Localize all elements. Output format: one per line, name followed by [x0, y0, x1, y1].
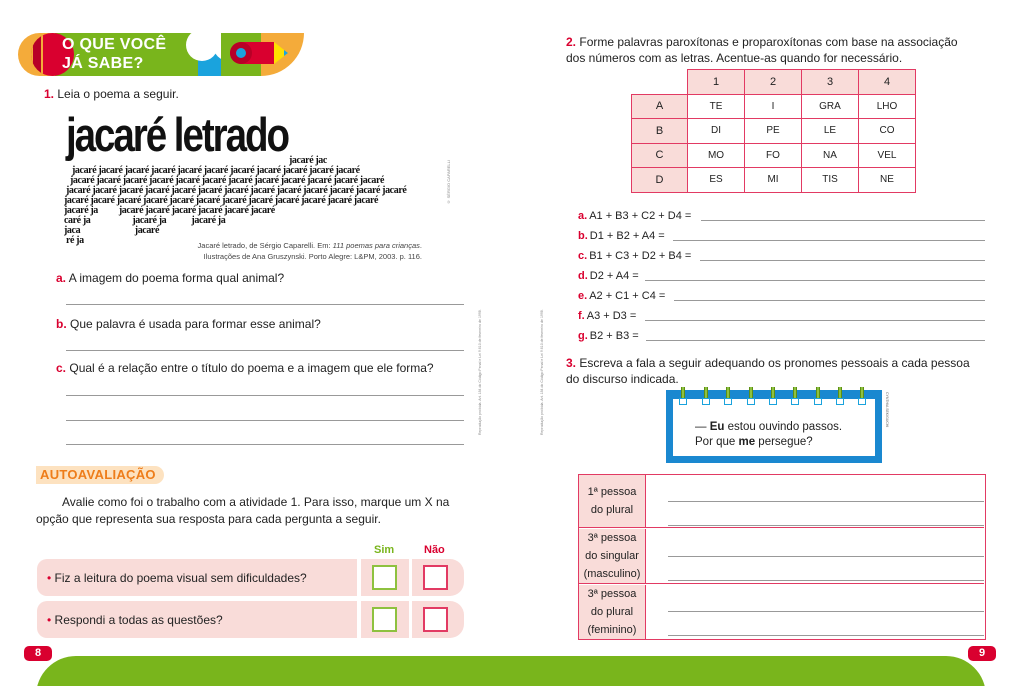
- syllable-table: [631, 69, 916, 193]
- banner-title-line2: JÁ SABE?: [62, 55, 144, 72]
- self-assessment-text: Avalie como foi o trabalho com a atividade 1. Para isso, marque um X na opção que representa sua resposta para cada pergunta a seguir.: [36, 495, 450, 526]
- poem-line: ré ja: [66, 235, 84, 246]
- equation-letter: d.: [578, 270, 588, 282]
- spiral-ring-icon: [837, 387, 843, 404]
- self-assessment-instruction: [36, 494, 466, 528]
- pronoun-answer-line[interactable]: [668, 635, 984, 636]
- label-line: 3ª pessoa: [587, 588, 637, 600]
- equation-answer-line-d[interactable]: [645, 280, 985, 281]
- section-banner: [18, 33, 304, 76]
- table-cell: NA: [802, 143, 859, 168]
- poem-line: jacaré jacaré jacaré jacaré jacaré jacaré jacaré jacaré jacaré jacaré jacaré jacaré: [70, 175, 385, 186]
- equation-answer-line-g[interactable]: [646, 340, 985, 341]
- equation-expr: D1 + B2 + A4 =: [589, 230, 665, 242]
- equation-e: [578, 290, 665, 302]
- speech-text-part: persegue?: [755, 436, 813, 448]
- poem-line: jacaré jacaré jacaré jacaré jacaré jacaré jacaré jacaré jacaré jacaré jacaré jacaré jacaré: [66, 185, 407, 196]
- equation-answer-line-f[interactable]: [645, 320, 985, 321]
- copyright-note-right: Reprodução proibida. Art. 184 do Código Penal e Lei 9.610 de fevereiro de 1998.: [540, 309, 544, 435]
- label-line: 1ª pessoa: [587, 486, 637, 498]
- speech-text: [695, 420, 842, 450]
- table-cell: PE: [745, 119, 802, 144]
- table-row: [632, 168, 916, 193]
- no-cell: [412, 601, 464, 638]
- equation-expr: A1 + B3 + C2 + D4 =: [589, 210, 692, 222]
- pronoun-answer-line[interactable]: [668, 611, 984, 612]
- answer-line-c3[interactable]: [66, 444, 464, 445]
- poem-line: caré ja jacaré ja jacaré ja: [64, 215, 226, 226]
- table-cell: DI: [688, 119, 745, 144]
- poem-line: jacaré jacaré jacaré jacaré jacaré jacaré jacaré jacaré jacaré jacaré jacaré jacaré: [64, 195, 379, 206]
- pronoun-answer-table: [578, 474, 986, 640]
- pronoun-person-label: [579, 475, 646, 527]
- subquestion-text: Qual é a relação entre o título do poema e a imagem que ele forma?: [69, 361, 434, 375]
- bullet-icon: •: [47, 571, 55, 585]
- assessment-question-text: Fiz a leitura do poema visual sem dificuldades?: [54, 571, 307, 585]
- subquestion-text: Que palavra é usada para formar esse animal?: [70, 317, 321, 331]
- self-assessment-badge: AUTOAVALIAÇÃO: [36, 466, 164, 484]
- poem-source: [170, 240, 422, 262]
- assessment-question: [37, 559, 357, 596]
- no-cell: [412, 559, 464, 596]
- table-cell: CO: [859, 119, 916, 144]
- answer-line-c1[interactable]: [66, 395, 464, 396]
- label-line: do plural: [590, 606, 634, 618]
- subquestion-b: [56, 317, 321, 331]
- question-instruction: Escreva a fala a seguir adequando os pronomes pessoais a cada pessoa do discurso indicada.: [566, 356, 970, 386]
- speech-line-1: [695, 420, 842, 435]
- assessment-question-text: Respondi a todas as questões?: [54, 613, 223, 627]
- subquestion-text: A imagem do poema forma qual animal?: [68, 271, 285, 285]
- page-number-left: 8: [24, 646, 52, 661]
- equation-expr: B1 + C3 + D2 + B4 =: [589, 250, 692, 262]
- row-header: B: [632, 119, 688, 144]
- subquestion-letter: c.: [56, 361, 67, 375]
- row-header: A: [632, 94, 688, 119]
- equation-letter: c.: [578, 250, 588, 262]
- column-header: 3: [802, 70, 859, 95]
- question-number: 2.: [566, 35, 577, 49]
- table-cell: TE: [688, 94, 745, 119]
- speech-line-2: [695, 435, 842, 450]
- pronoun-person-label: [579, 585, 646, 639]
- spiral-ring-icon: [792, 387, 798, 404]
- pronoun-answer-line[interactable]: [668, 525, 984, 526]
- table-cell: GRA: [802, 94, 859, 119]
- equation-letter: f.: [578, 310, 585, 322]
- row-header: D: [632, 168, 688, 193]
- equation-b: [578, 230, 665, 242]
- pronoun-answer-line[interactable]: [668, 580, 984, 581]
- table-cell: FO: [745, 143, 802, 168]
- poem-line: jaca jacaré: [64, 225, 160, 236]
- equation-c: [578, 250, 691, 262]
- table-cell: MI: [745, 168, 802, 193]
- pronoun-answer-line[interactable]: [668, 501, 984, 502]
- visual-poem-crocodile: [64, 155, 449, 250]
- source-book-title: 111 poemas para crianças: [332, 241, 420, 250]
- equation-expr: B2 + B3 =: [589, 330, 639, 342]
- equation-f: [578, 310, 636, 322]
- spiral-ring-icon: [815, 387, 821, 404]
- banner-title-line1: O QUE VOCÊ: [62, 36, 167, 53]
- table-cell: VEL: [859, 143, 916, 168]
- label-line: do singular: [585, 550, 639, 562]
- equation-d: [578, 270, 639, 282]
- source-line-2: Ilustrações de Ana Gruszynski. Porto Alegre: L&PM, 2003. p. 116.: [203, 252, 422, 261]
- label-line: (masculino): [583, 568, 641, 580]
- question-instruction: Forme palavras paroxítonas e proparoxítonas com base na associação dos números com as letras. Acentue-as quando for necessário.: [566, 35, 958, 65]
- answer-line-c2[interactable]: [66, 420, 464, 421]
- equation-expr: A3 + D3 =: [586, 310, 637, 322]
- spiral-ring-icon: [680, 387, 686, 404]
- table-cell: LHO: [859, 94, 916, 119]
- question-2: [566, 34, 976, 66]
- equation-letter: b.: [578, 230, 588, 242]
- copyright-note-left: Reprodução proibida. Art. 184 do Código Penal e Lei 9.610 de fevereiro de 1998.: [478, 309, 482, 435]
- table-row: [632, 119, 916, 144]
- table-corner: [632, 70, 688, 95]
- source-suffix: .: [419, 241, 422, 250]
- equation-answer-line-b[interactable]: [673, 240, 985, 241]
- equation-expr: D2 + A4 =: [589, 270, 639, 282]
- spiral-ring-icon: [703, 387, 709, 404]
- pencil-lead-icon: [284, 50, 288, 56]
- banner-title: [62, 35, 166, 73]
- pronoun-row: [579, 475, 984, 528]
- equation-g: [578, 330, 639, 342]
- assessment-question: [37, 601, 357, 638]
- yes-cell: [361, 559, 409, 596]
- answer-line-b[interactable]: [66, 350, 464, 351]
- poem-line: jacaré jacaré jacaré jacaré jacaré jacaré jacaré jacaré jacaré jacaré jacaré: [72, 165, 360, 176]
- speech-pronoun: me: [738, 436, 756, 448]
- yes-cell: [361, 601, 409, 638]
- illustration-credit: CYNTHIA SEKIGUCHI: [885, 392, 889, 428]
- equation-letter: g.: [578, 330, 588, 342]
- column-header-no: Não: [424, 544, 445, 556]
- equation-answer-line-c[interactable]: [700, 260, 985, 261]
- poem-line: jacaré jac: [289, 155, 327, 166]
- spiral-ring-icon: [770, 387, 776, 404]
- pronoun-person-label: [579, 529, 646, 583]
- subquestion-letter: a.: [56, 271, 67, 285]
- page-number-right: 9: [968, 646, 996, 661]
- equation-answer-line-a[interactable]: [701, 220, 985, 221]
- spiral-ring-icon: [748, 387, 754, 404]
- yes-checkbox[interactable]: [372, 607, 397, 632]
- equation-a: [578, 210, 691, 222]
- table-cell: ES: [688, 168, 745, 193]
- equation-answer-line-e[interactable]: [674, 300, 985, 301]
- table-cell: TIS: [802, 168, 859, 193]
- subquestion-a: [56, 271, 284, 285]
- no-checkbox[interactable]: [423, 565, 448, 590]
- equation-letter: e.: [578, 290, 588, 302]
- table-cell: MO: [688, 143, 745, 168]
- pronoun-row: [579, 585, 984, 639]
- question-3: [566, 355, 981, 387]
- spiral-ring-icon: [859, 387, 865, 404]
- table-cell: NE: [859, 168, 916, 193]
- speech-text-part: estou ouvindo passos.: [724, 421, 843, 433]
- table-header-row: [632, 70, 916, 95]
- table-row: [632, 94, 916, 119]
- spiral-ring-icon: [725, 387, 731, 404]
- speech-text-part: Por que: [695, 436, 739, 448]
- equation-expr: A2 + C1 + C4 =: [589, 290, 666, 302]
- footer-decoration: [36, 656, 986, 686]
- column-header-yes: Sim: [374, 544, 395, 556]
- column-header: 1: [688, 70, 745, 95]
- poem-line: jacaré ja jacaré jacaré jacaré jacaré jacaré jacaré: [64, 205, 275, 216]
- poem-title: jacaré letrado: [66, 108, 288, 161]
- question-instruction: Leia o poema a seguir.: [57, 87, 179, 101]
- label-line: do plural: [590, 504, 634, 516]
- answer-line-a[interactable]: [66, 304, 464, 305]
- yes-checkbox[interactable]: [372, 565, 397, 590]
- source-line-1: [170, 240, 422, 251]
- pronoun-answer-line[interactable]: [668, 556, 984, 557]
- label-line: (feminino): [587, 624, 637, 636]
- question-number: 1.: [44, 87, 55, 101]
- table-cell: LE: [802, 119, 859, 144]
- illustration-credit: © SÉRGIO CAPARELLI: [446, 160, 451, 205]
- pronoun-row: [579, 529, 984, 584]
- table-row: [632, 143, 916, 168]
- label-line: 3ª pessoa: [587, 532, 637, 544]
- subquestion-letter: b.: [56, 317, 67, 331]
- table-cell: I: [745, 94, 802, 119]
- equation-letter: a.: [578, 210, 588, 222]
- pencil-dot-icon: [236, 48, 246, 58]
- column-header: 2: [745, 70, 802, 95]
- subquestion-c: [56, 361, 434, 375]
- notebook-speech-card: [666, 390, 889, 463]
- question-1: [44, 87, 179, 101]
- speech-pronoun: Eu: [709, 421, 725, 433]
- column-header: 4: [859, 70, 916, 95]
- source-prefix: Jacaré letrado, de Sérgio Caparelli. Em:: [197, 241, 333, 250]
- bullet-icon: •: [47, 613, 55, 627]
- question-number: 3.: [566, 356, 577, 370]
- speech-dash: —: [695, 421, 710, 433]
- no-checkbox[interactable]: [423, 607, 448, 632]
- row-header: C: [632, 143, 688, 168]
